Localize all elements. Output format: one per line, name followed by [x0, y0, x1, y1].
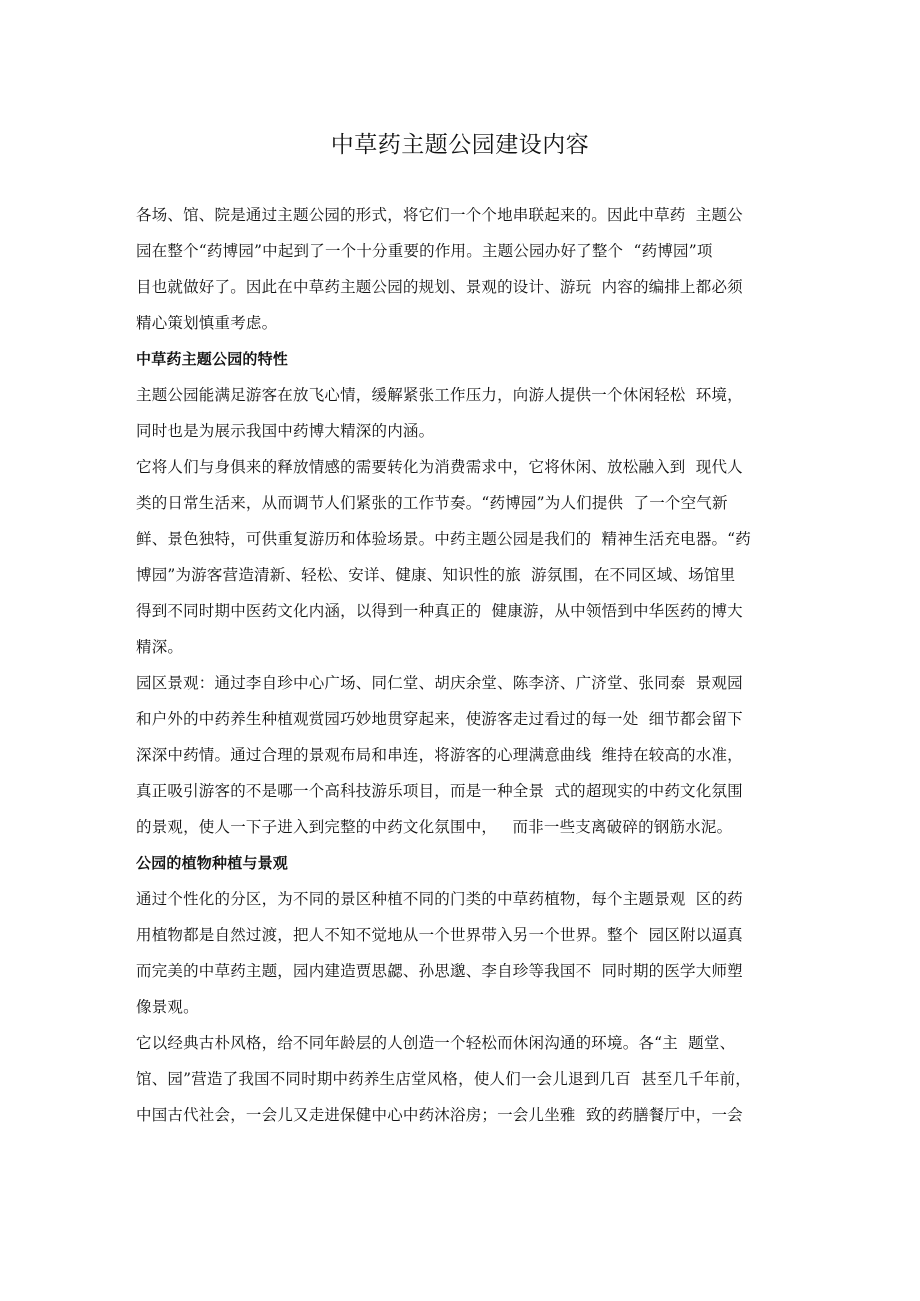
paragraph-line: 主题公园能满足游客在放飞心情，缓解紧张工作压力，向游人提供一个休闲轻松 环境，: [136, 386, 743, 404]
section-heading: 中草药主题公园的特性: [136, 350, 289, 368]
paragraph-line: 目也就做好了。因此在中草药主题公园的规划、景观的设计、游玩 内容的编排上都必须: [136, 278, 743, 296]
paragraph-line: 它将人们与身俱来的释放情感的需要转化为消费需求中，它将休闲、放松融入到 现代人: [136, 458, 743, 476]
paragraph-line: 的景观，使人一下子进入到完整的中药文化氛围中， 而非一些支离破碎的钢筋水泥。: [136, 818, 733, 836]
paragraph-line: 馆、园”营造了我国不同时期中药养生店堂风格，使人们一会儿退到几百 甚至几千年前，: [136, 1070, 751, 1088]
paragraph-line: 通过个性化的分区，为不同的景区种植不同的门类的中草药植物，每个主题景观 区的药: [136, 890, 743, 908]
paragraph-line: 像景观。: [136, 998, 199, 1016]
paragraph-line: 博园”为游客营造清新、轻松、安详、健康、知识性的旅 游氛围，在不同区域、场馆里: [136, 566, 736, 584]
document-body: [136, 197, 792, 1133]
paragraph-line: 精深。: [136, 638, 184, 656]
paragraph-line: 园在整个“药博园”中起到了一个十分重要的作用。主题公园办好了整个 “药博园”项: [136, 242, 713, 260]
paragraph-line: 而完美的中草药主题，园内建造贾思勰、孙思邈、李自珍等我国不 同时期的医学大师塑: [136, 962, 743, 980]
paragraph-line: 真正吸引游客的不是哪一个高科技游乐项目，而是一种全景 式的超现实的中药文化氛围: [136, 782, 743, 800]
paragraph-line: 精心策划慎重考虑。: [136, 314, 278, 332]
paragraph-line: 类的日常生活来，从而调节人们紧张的工作节奏。“药博园”为人们提供 了一个空气新: [136, 494, 728, 512]
paragraph-line: 和户外的中药养生种植观赏园巧妙地贯穿起来，使游客走过看过的每一处 细节都会留下: [136, 710, 743, 728]
paragraph-line: 得到不同时期中医药文化内涵，以得到一种真正的 健康游，从中领悟到中华医药的博大: [136, 602, 743, 620]
paragraph-line: 它以经典古朴风格，给不同年龄层的人创造一个轻松而休闲沟通的环境。各“主 题堂、: [136, 1034, 736, 1052]
paragraph-line: 各场、馆、院是通过主题公园的形式，将它们一个个地串联起来的。因此中草药 主题公: [136, 206, 743, 224]
paragraph-line: 同时也是为展示我国中药博大精深的内涵。: [136, 422, 435, 440]
section-heading: 公园的植物种植与景观: [136, 854, 289, 872]
paragraph-line: 深深中药情。通过合理的景观布局和串连，将游客的心理满意曲线 维持在较高的水准，: [136, 746, 743, 764]
paragraph-line: 用植物都是自然过渡，把人不知不觉地从一个世界带入另一个世界。整个 园区附以逼真: [136, 926, 743, 944]
paragraph-line: 中国古代社会，一会儿又走进保健中心中药沐浴房；一会儿坐雅 致的药膳餐厅中，一会: [136, 1106, 743, 1124]
paragraph-line: 园区景观：通过李自珍中心广场、同仁堂、胡庆余堂、陈李济、广济堂、张同泰 景观园: [136, 674, 743, 692]
paragraph-line: 鲜、景色独特，可供重复游历和体验场景。中药主题公园是我们的 精神生活充电器。“药: [136, 530, 751, 548]
document-title: 中草药主题公园建设内容: [330, 132, 590, 158]
